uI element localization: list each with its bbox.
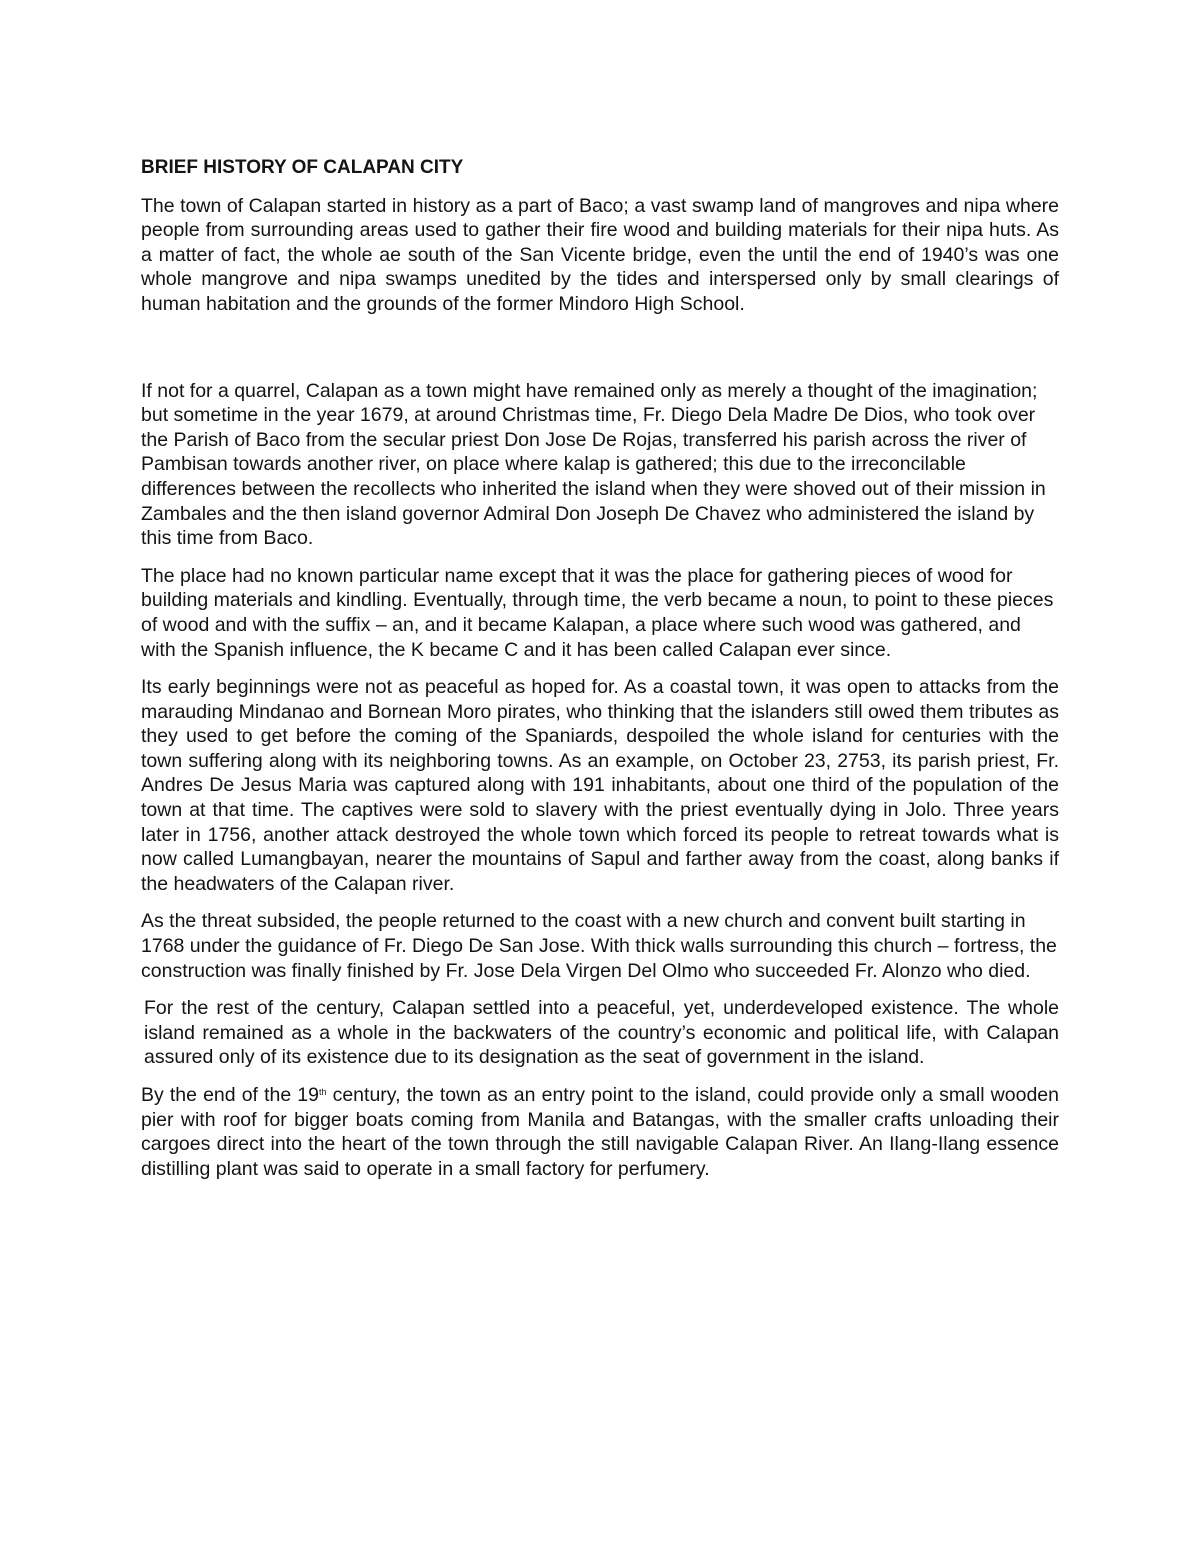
- paragraph-rest-of-century: For the rest of the century, Calapan settled into a peaceful, yet, underdeveloped existence. The whole island remained as a whole in the backwaters of the country’s economic and political life, with Calapan assured only of its existence due to its designation as the seat of government in the island.: [144, 997, 1059, 1069]
- paragraph-19th-century: [141, 1083, 1059, 1181]
- paragraph-name-origin: The place had no known particular name except that it was the place for gathering pieces of wood for building materials and kindling. Eventually, through time, the verb became a noun, to point to these pieces of wood and with the suffix – an, and it became Kalapan, a place where such wood was gathered, and with the Spanish influence, the K became C and it has been called Calapan ever since.: [141, 564, 1054, 661]
- paragraph-quarrel: If not for a quarrel, Calapan as a town might have remained only as merely a thought of the imagination; but sometime in the year 1679, at around Christmas time, Fr. Diego Dela Madre De Dios, who took over the Parish of Baco from the secular priest Don Jose De Rojas, transferred his parish across the river of Pambisan towards another river, on place where kalap is gathered; this due to the irreconcilable differences between the recollects who inherited the island when they were shoved out of their mission in Zambales and the then island governor Admiral Don Joseph De Chavez who administered the island by this time from Baco.: [141, 379, 1046, 550]
- document-title: BRIEF HISTORY OF CALAPAN CITY: [141, 157, 464, 178]
- paragraph-19th-century-start: By the end of the 19: [141, 1084, 319, 1106]
- paragraph-early-beginnings: Its early beginnings were not as peaceful as hoped for. As a coastal town, it was open to attacks from the marauding Mindanao and Bornean Moro pirates, who thinking that the islanders still owed them tributes as they used to get before the coming of the Spaniards, despoiled the whole island for centuries with the town suffering along with its neighboring towns. As an example, on October 23, 2753, its parish priest, Fr. Andres De Jesus Maria was captured along with 191 inhabitants, about one third of the population of the town at that time. The captives were sold to slavery with the priest eventually dying in Jolo. Three years later in 1756, another attack destroyed the whole town which forced its people to retreat towards what is now called Lumangbayan, nearer the mountains of Sapul and farther away from the coast, along banks if the headwaters of the Calapan river.: [141, 676, 1059, 895]
- ordinal-suffix: th: [318, 1087, 327, 1097]
- paragraph-church-construction: As the threat subsided, the people returned to the coast with a new church and convent built starting in 1768 under the guidance of Fr. Diego De San Jose. With thick walls surrounding this church – fortress, the construction was finally finished by Fr. Jose Dela Virgen Del Olmo who succeeded Fr. Alonzo who died.: [141, 910, 1057, 982]
- paragraph-19th-century-rest: century, the town as an entry point to the island, could provide only a small wooden pier with roof for bigger boats coming from Manila and Batangas, with the smaller crafts unloading their cargoes direct into the heart of the town through the still navigable Calapan River. An Ilang-Ilang essence distilling plant was said to operate in a small factory for perfumery.: [141, 1084, 1059, 1180]
- document-body: [141, 156, 1059, 1181]
- paragraph-origins: The town of Calapan started in history as a part of Baco; a vast swamp land of mangroves and nipa where people from surrounding areas used to gather their fire wood and building materials for their nipa huts. As a matter of fact, the whole ae south of the San Vicente bridge, even the until the end of 1940’s was one whole mangrove and nipa swamps unedited by the tides and interspersed only by small clearings of human habitation and the grounds of the former Mindoro High School.: [141, 194, 1059, 315]
